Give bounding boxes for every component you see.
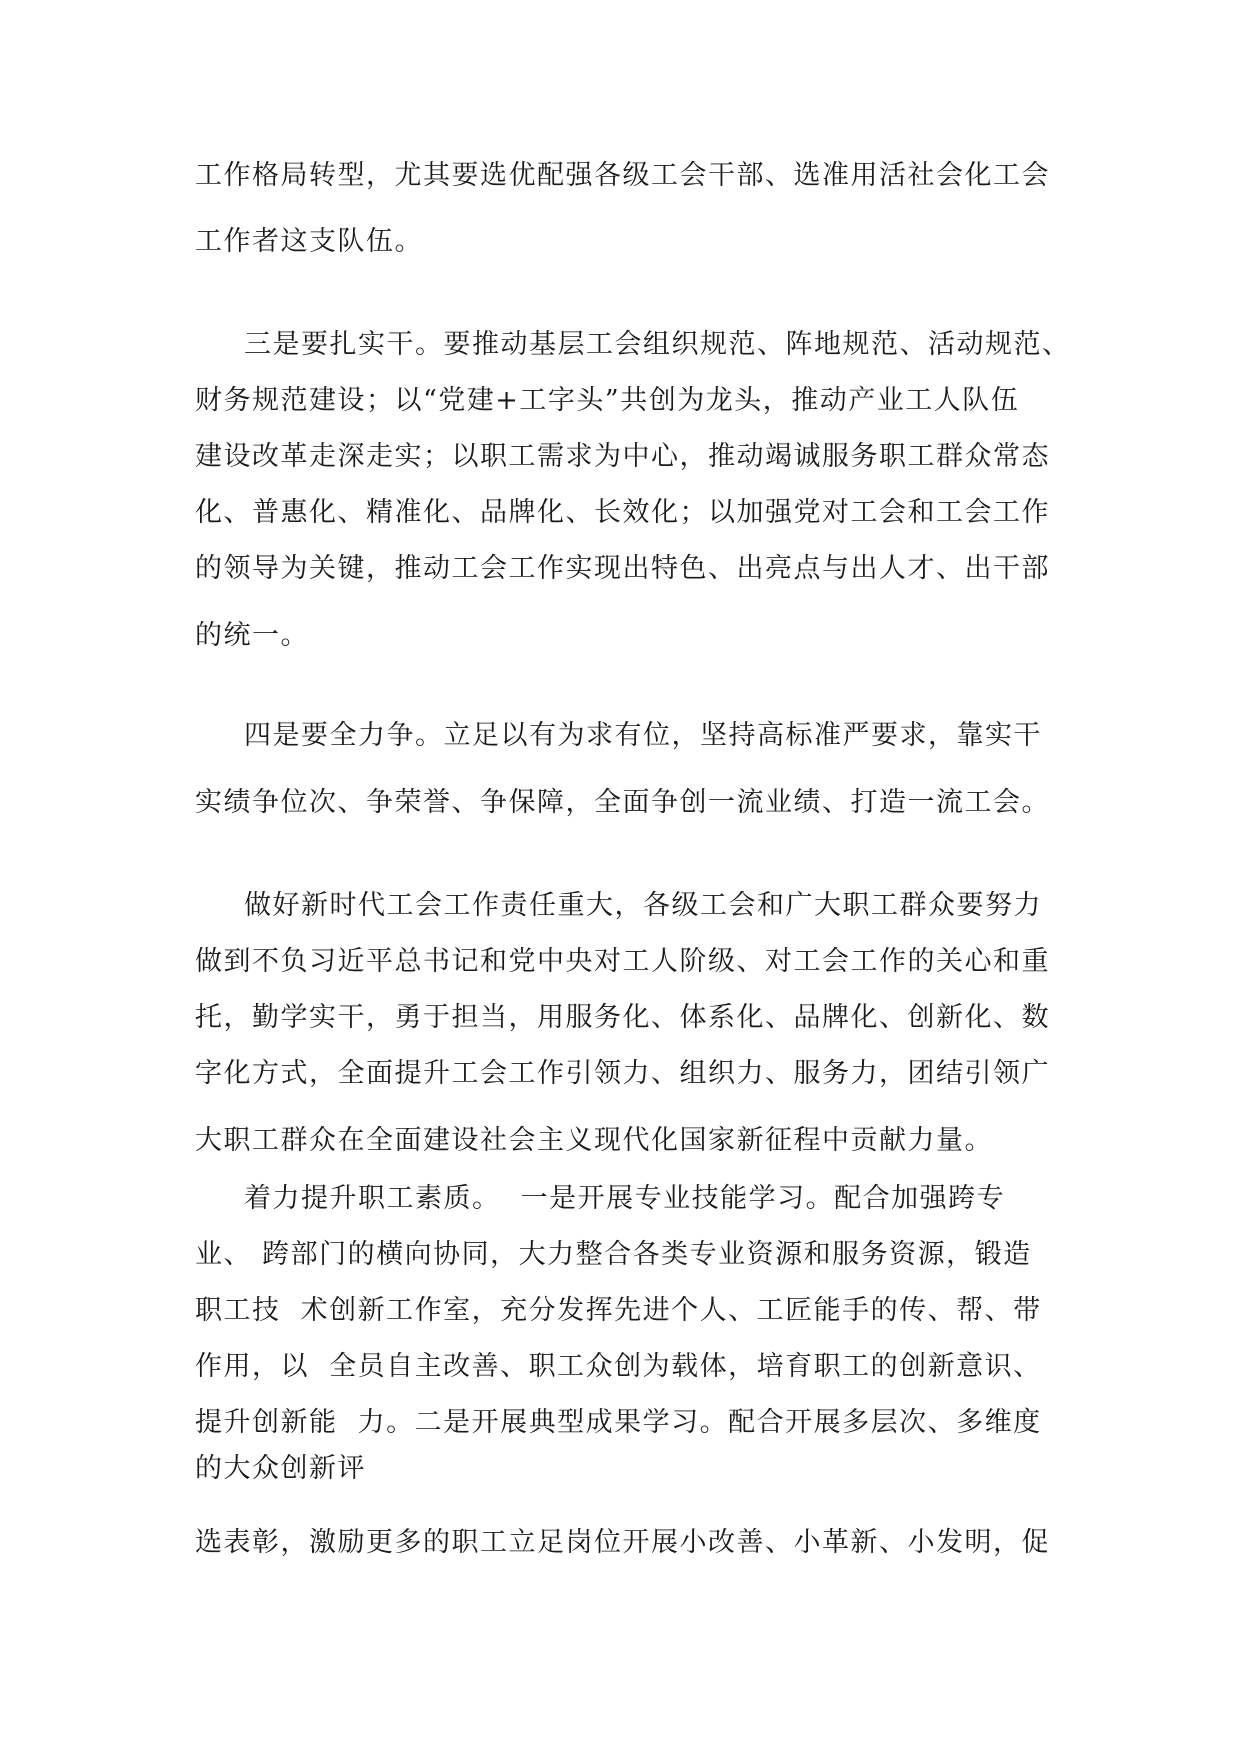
text-line: 职工技 术创新工作室，充分发挥先进个人、工匠能手的传、帮、带: [195, 1295, 1042, 1326]
text-line: 的统一。: [195, 620, 309, 651]
text-line: 财务规范建设；以“党建+工字头”共创为龙头，推动产业工人队伍: [195, 385, 1020, 416]
text-line: 的领导为关键，推动工会工作实现出特色、出亮点与出人才、出干部: [195, 553, 1050, 584]
text-line: 做好新时代工会工作责任重大，各级工会和广大职工群众要努力: [244, 890, 1042, 921]
text-line: 四是要全力争。立足以有为求有位，坚持高标准严要求，靠实干: [244, 720, 1042, 751]
text-line: 三是要扎实干。要推动基层工会组织规范、阵地规范、活动规范、: [244, 329, 1071, 360]
text-line: 字化方式，全面提升工会工作引领力、组织力、服务力，团结引领广: [195, 1058, 1050, 1089]
text-line: 的大众创新评: [195, 1453, 366, 1484]
text-line: 选表彰，激励更多的职工立足岗位开展小改善、小革新、小发明，促: [195, 1527, 1050, 1558]
text-line: 做到不负习近平总书记和党中央对工人阶级、对工会工作的关心和重: [195, 946, 1050, 977]
text-line: 大职工群众在全面建设社会主义现代化国家新征程中贡献力量。: [195, 1125, 993, 1156]
text-line: 业、 跨部门的横向协同，大力整合各类专业资源和服务资源，锻造: [195, 1239, 1032, 1270]
text-line: 实绩争位次、争荣誉、争保障，全面争创一流业绩、打造一流工会。: [195, 787, 1050, 818]
text-line: 作用，以 全员自主改善、职工众创为载体，培育职工的创新意识、: [195, 1351, 1042, 1382]
text-line: 提升创新能 力。二是开展典型成果学习。配合开展多层次、多维度: [195, 1407, 1042, 1438]
text-line: 着力提升职工素质。 一是开展专业技能学习。配合加强跨专: [244, 1183, 1006, 1214]
text-line: 建设改革走深走实；以职工需求为中心，推动竭诚服务职工群众常态: [195, 441, 1050, 472]
text-line: 托，勤学实干，勇于担当，用服务化、体系化、品牌化、创新化、数: [195, 1002, 1050, 1033]
text-line: 工作者这支队伍。: [195, 226, 423, 257]
text-line: 化、普惠化、精准化、品牌化、长效化；以加强党对工会和工会工作: [195, 497, 1050, 528]
text-line: 工作格局转型，尤其要选优配强各级工会干部、选准用活社会化工会: [195, 160, 1050, 191]
